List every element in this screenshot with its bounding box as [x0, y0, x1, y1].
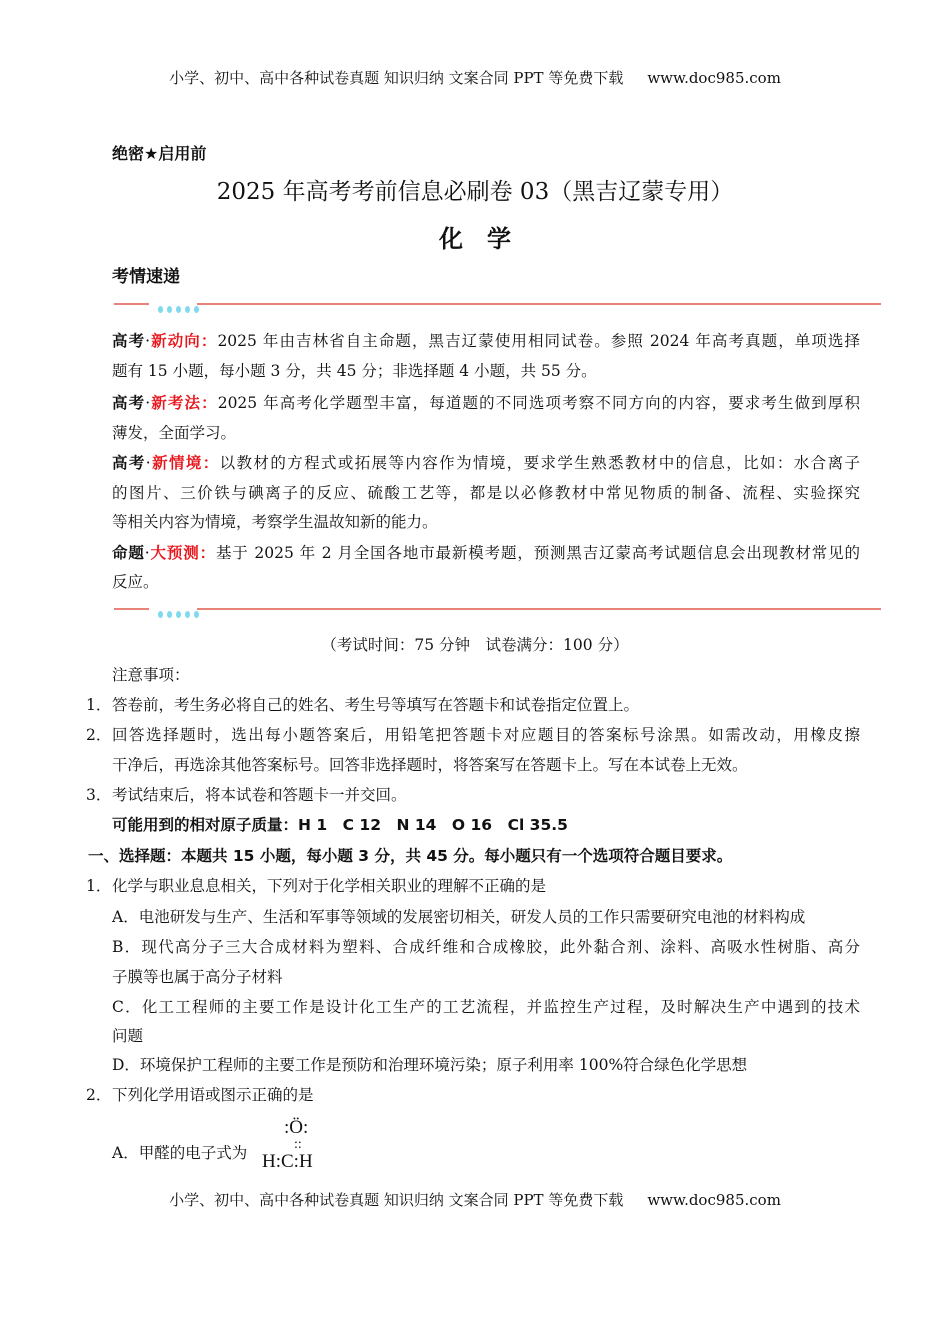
- info-label: 新考法: [150, 394, 202, 412]
- note-line: 回答选择题时，选出每小题答案后，用铅笔把答题卡对应题目的答案标号涂黑。如需改动，用橡皮擦: [112, 726, 860, 744]
- divider: [114, 298, 881, 310]
- info-label-dot: ·: [145, 394, 151, 412]
- info-label-dot: ·: [145, 454, 151, 472]
- info-line: [112, 331, 860, 351]
- info-label: 大预测: [149, 544, 200, 562]
- question-number: 2．: [86, 1086, 112, 1104]
- option-line: B．现代高分子三大合成材料为塑料、合成纤维和合成橡胶，此外黏合剂、涂料、高吸水性树脂、高分: [112, 938, 860, 956]
- notes-heading: 注意事项：: [112, 666, 190, 684]
- atomic-masses: 可能用到的相对原子质量：H 1 C 12 N 14 O 16 Cl 35.5: [112, 816, 568, 834]
- note-number: 3．: [86, 786, 112, 804]
- option-line: A．电池研发与生产、生活和军事等领域的发展密切相关，研发人员的工作只需要研究电池的材料构成: [112, 908, 806, 926]
- part1-heading: 一、选择题：本题共 15 小题，每小题 3 分，共 45 分。每小题只有一个选项符合题目要求。: [88, 847, 733, 865]
- info-line: [112, 572, 860, 592]
- lewis-hch: H:C:H: [262, 1151, 313, 1172]
- info-text: 以教材的方程式或拓展等内容作为情境，要求学生熟悉教材中的信息，比如：水合离子: [219, 454, 860, 472]
- option-a: A．甲醛的电子式为: [112, 1144, 248, 1162]
- info-text: 的图片、三价铁与碘离子的反应、硫酸工艺等，都是以必修教材中常见物质的制备、流程、实验探究: [112, 484, 860, 502]
- question-stem: 下列化学用语或图示正确的是: [112, 1086, 314, 1104]
- option-line: 子膜等也属于高分子材料: [112, 968, 283, 986]
- info-label-prefix: 高考: [112, 454, 146, 472]
- info-line: [112, 512, 860, 532]
- header-link[interactable]: www.doc985.com: [647, 69, 781, 87]
- section-heading: 考情速递: [112, 267, 180, 287]
- info-line: [112, 543, 860, 563]
- info-text: 2025 年由吉林省自主命题，黑吉辽蒙使用相同试卷。参照 2024 年高考真题，单项选择: [217, 332, 860, 350]
- divider: [114, 603, 881, 615]
- info-label-dot: ·: [145, 332, 151, 350]
- note-line: 考试结束后，将本试卷和答题卡一并交回。: [112, 786, 407, 804]
- info-label-prefix: 高考: [112, 332, 146, 350]
- lewis-oxygen: :Ö:: [284, 1117, 309, 1138]
- option-line: D．环境保护工程师的主要工作是预防和治理环境污染；原子利用率 100%符合绿色化学思想: [112, 1056, 748, 1074]
- info-label-colon: ：: [200, 332, 218, 350]
- lewis-double-bond: ::: [294, 1137, 302, 1152]
- info-label: 新情境: [150, 454, 203, 472]
- info-line: [112, 483, 860, 503]
- document-title: 2025 年高考考前信息必刷卷 03（黑吉辽蒙专用）: [216, 179, 734, 205]
- info-label: 新动向: [150, 332, 201, 350]
- info-line: [112, 393, 860, 413]
- note-line: 答卷前，考生务必将自己的姓名、考生号等填写在答题卡和试卷指定位置上。: [112, 696, 640, 714]
- note-number: 2．: [86, 726, 112, 744]
- info-text: 等相关内容为情境，考察学生温故知新的能力。: [112, 513, 438, 531]
- info-text: 基于 2025 年 2 月全国各地市最新模考题，预测黑吉辽蒙高考试题信息会出现教材常见的: [215, 544, 860, 562]
- page-header: [0, 68, 950, 88]
- formaldehyde-lewis-structure: [262, 1118, 313, 1172]
- question-stem: 化学与职业息息相关，下列对于化学相关职业的理解不正确的是: [112, 877, 547, 895]
- info-line: [112, 361, 860, 381]
- subject-title: 化 学: [439, 225, 511, 253]
- info-text: 2025 年高考化学题型丰富，每道题的不同选项考察不同方向的内容，要求考生做到厚积: [217, 394, 860, 412]
- header-text: 小学、初中、高中各种试卷真题 知识归纳 文案合同 PPT 等免费下载: [169, 69, 624, 87]
- question-number: 1．: [86, 877, 112, 895]
- info-label-prefix: 命题: [112, 544, 145, 562]
- info-text: 薄发，全面学习。: [112, 424, 237, 442]
- info-label-colon: ：: [201, 394, 218, 412]
- info-text: 题有 15 小题，每小题 3 分，共 45 分；非选择题 4 小题，共 55 分。: [112, 362, 597, 380]
- option-line: 问题: [112, 1027, 144, 1045]
- option-line: C．化工工程师的主要工作是设计化工生产的工艺流程，并监控生产过程，及时解决生产中遇到的技术: [112, 998, 860, 1016]
- info-label-colon: ：: [199, 544, 216, 562]
- exam-info: （考试时间：75 分钟 试卷满分：100 分）: [321, 636, 629, 654]
- footer-link[interactable]: www.doc985.com: [647, 1191, 781, 1209]
- info-label-colon: ：: [202, 454, 220, 472]
- info-label-prefix: 高考: [112, 394, 146, 412]
- info-line: [112, 453, 860, 473]
- info-text: 反应。: [112, 573, 159, 591]
- note-line: 干净后，再选涂其他答案标号。回答非选择题时，将答案写在答题卡上。写在本试卷上无效。: [112, 756, 748, 774]
- secret-label: 绝密★启用前: [112, 144, 207, 163]
- page-footer: [0, 1190, 950, 1210]
- info-label-dot: ·: [144, 544, 150, 562]
- info-line: [112, 423, 860, 443]
- footer-text: 小学、初中、高中各种试卷真题 知识归纳 文案合同 PPT 等免费下载: [169, 1191, 624, 1209]
- note-number: 1．: [86, 696, 112, 714]
